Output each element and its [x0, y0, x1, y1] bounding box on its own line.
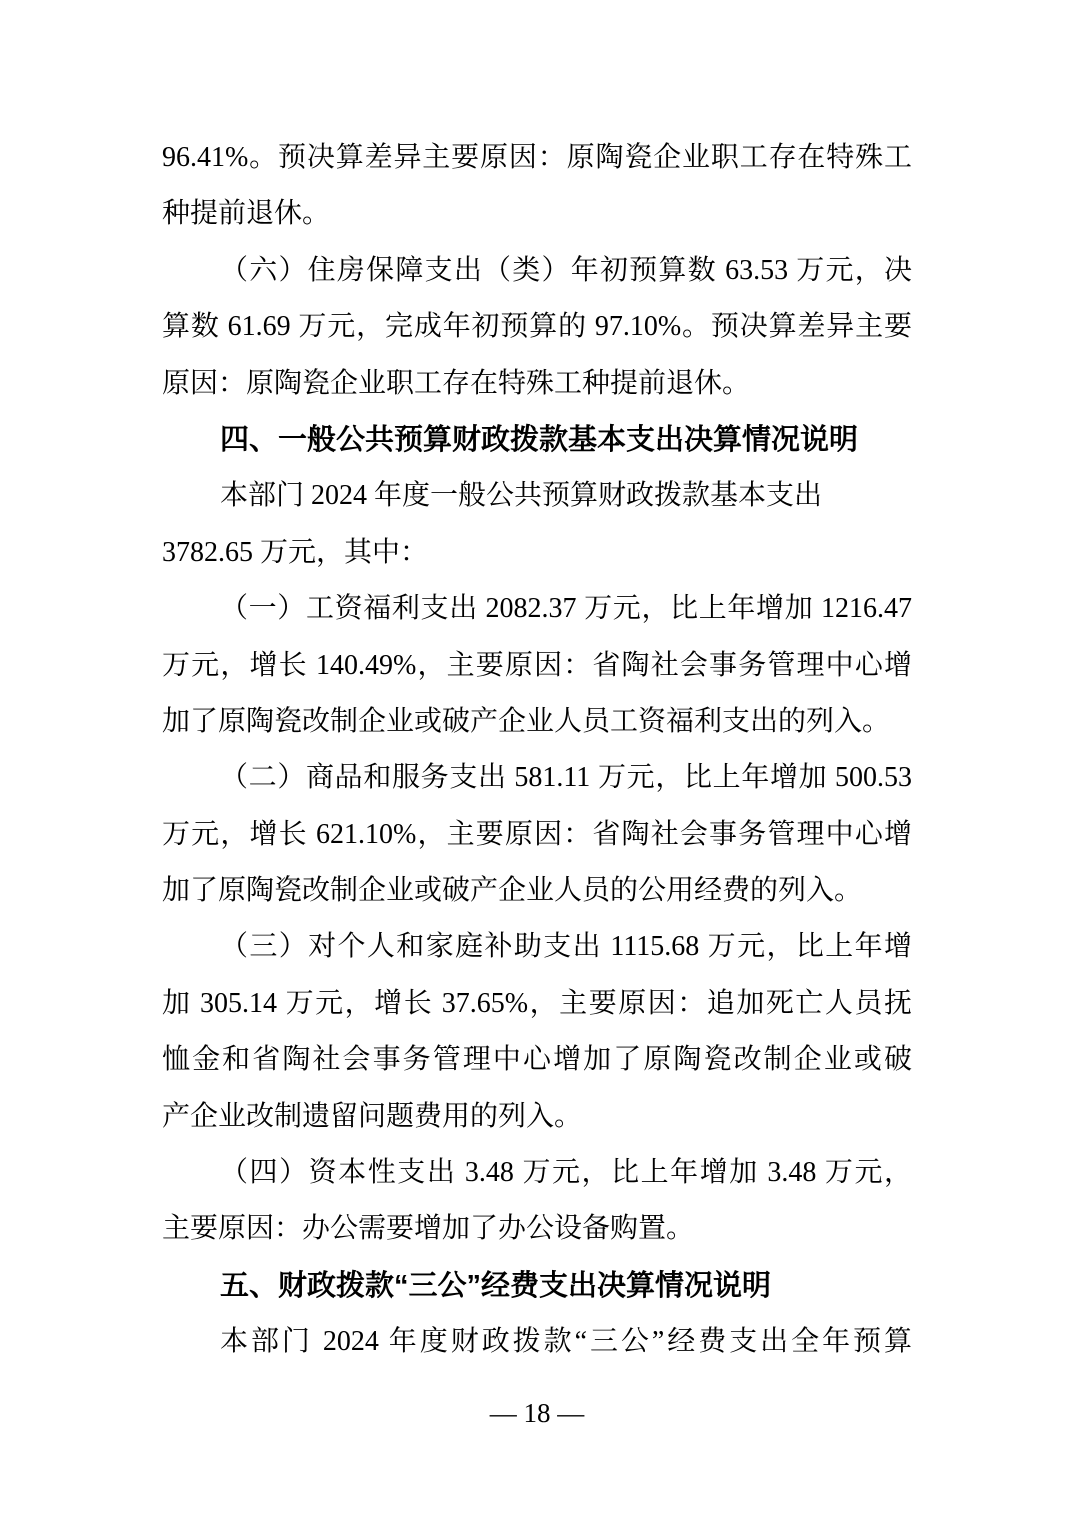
- text-line: （六）住房保障支出（类）年初预算数 63.53 万元，决: [220, 254, 912, 286]
- text-line: 主要原因：办公需要增加了办公设备购置。: [162, 1213, 695, 1245]
- text-line: （二）商品和服务支出 581.11 万元，比上年增加 500.53: [220, 762, 912, 794]
- text-line: 万元，增长 621.10%，主要原因：省陶社会事务管理中心增: [162, 818, 912, 850]
- text-line: 恤金和省陶社会事务管理中心增加了原陶瓷改制企业或破: [162, 1044, 912, 1076]
- text-line: （三）对个人和家庭补助支出 1115.68 万元，比上年增: [220, 931, 912, 963]
- text-line: 算数 61.69 万元，完成年初预算的 97.10%。预决算差异主要: [162, 311, 912, 343]
- text-line: 产企业改制遗留问题费用的列入。: [162, 1100, 583, 1132]
- page-number: — 18 —: [489, 1398, 585, 1428]
- text-line: 万元，增长 140.49%，主要原因：省陶社会事务管理中心增: [162, 649, 912, 681]
- text-line: 加了原陶瓷改制企业或破产企业人员工资福利支出的列入。: [162, 705, 891, 737]
- text-line: 加了原陶瓷改制企业或破产企业人员的公用经费的列入。: [162, 875, 863, 907]
- text-line: 原因：原陶瓷企业职工存在特殊工种提前退休。: [162, 367, 751, 399]
- text-line: 加 305.14 万元，增长 37.65%，主要原因：追加死亡人员抚: [162, 987, 912, 1019]
- text-line: 3782.65 万元，其中：: [162, 536, 429, 568]
- text-line: 本部门 2024 年度一般公共预算财政拨款基本支出: [220, 480, 823, 512]
- text-line: 种提前退休。: [162, 198, 331, 230]
- section-heading: 四、一般公共预算财政拨款基本支出决算情况说明: [220, 423, 859, 456]
- text-line: （一）工资福利支出 2082.37 万元，比上年增加 1216.47: [220, 593, 912, 625]
- text-line: （四）资本性支出 3.48 万元，比上年增加 3.48 万元，: [220, 1157, 912, 1189]
- document-text-block: [162, 130, 912, 1371]
- section-heading: 五、财政拨款“三公”经费支出决算情况说明: [220, 1269, 772, 1302]
- text-line: 本部门 2024 年度财政拨款“三公”经费支出全年预算: [220, 1326, 912, 1358]
- text-line: 96.41%。预决算差异主要原因：原陶瓷企业职工存在特殊工: [162, 142, 912, 173]
